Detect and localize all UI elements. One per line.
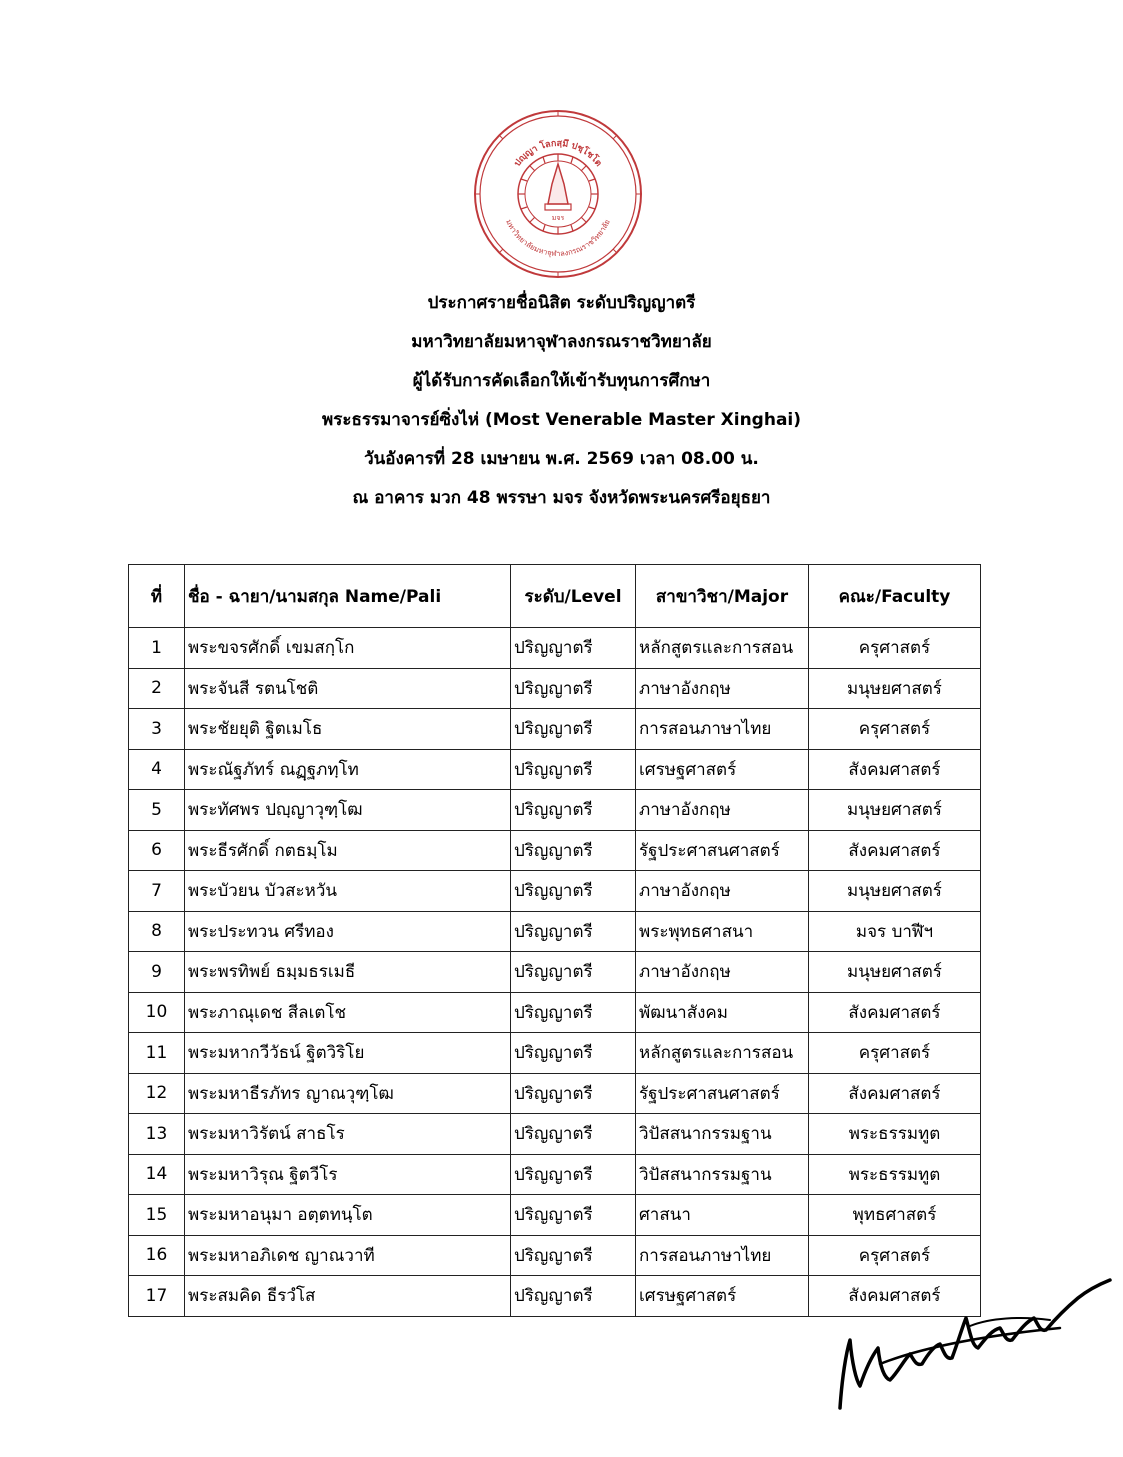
row-faculty-cell: มนุษยศาสตร์	[809, 952, 981, 993]
row-faculty-cell: มนุษยศาสตร์	[809, 790, 981, 831]
row-name-cell: พระมหาอนุมา อตฺตทนฺโต	[185, 1195, 511, 1236]
row-faculty-cell: มนุษยศาสตร์	[809, 871, 981, 912]
row-no-cell: 11	[129, 1033, 185, 1074]
row-level-cell: ปริญญาตรี	[511, 1154, 636, 1195]
row-name-cell: พระมหาอภิเดช ญาณวาที	[185, 1235, 511, 1276]
signature-scribble-icon	[820, 1268, 1120, 1418]
row-faculty-cell: มนุษยศาสตร์	[809, 668, 981, 709]
table-row	[129, 628, 981, 669]
row-level-cell: ปริญญาตรี	[511, 830, 636, 871]
row-no-cell: 4	[129, 749, 185, 790]
row-major-cell: รัฐประศาสนศาสตร์	[636, 1073, 809, 1114]
row-major-cell: วิปัสสนากรรมฐาน	[636, 1154, 809, 1195]
heading-line-sponsor: พระธรรมาจารย์ซิ่งไห่ (Most Venerable Master Xinghai)	[321, 410, 802, 430]
row-major-cell: การสอนภาษาไทย	[636, 709, 809, 750]
row-level-cell: ปริญญาตรี	[511, 1195, 636, 1236]
table-row	[129, 749, 981, 790]
seal-center-text: มจร	[551, 214, 565, 222]
table-row	[129, 1033, 981, 1074]
row-name-cell: พระมหาธีรภัทร ญาณวุฑฺโฒ	[185, 1073, 511, 1114]
row-major-cell: ศาสนา	[636, 1195, 809, 1236]
row-name-cell: พระทัศพร ปญฺญาวุฑฺโฒ	[185, 790, 511, 831]
table-body	[129, 628, 981, 1317]
seal-top-text: ปญฺญา โลกสฺมึ ปชฺโชโต	[512, 138, 604, 169]
student-roster-table	[128, 564, 981, 1317]
row-name-cell: พระมหากวีวัธน์ ฐิตวิริโย	[185, 1033, 511, 1074]
row-no-cell: 1	[129, 628, 185, 669]
heading-line-scholarship: ผู้ได้รับการคัดเลือกให้เข้ารับทุนการศึกษา	[412, 371, 711, 391]
row-level-cell: ปริญญาตรี	[511, 749, 636, 790]
row-faculty-cell: ครุศาสตร์	[809, 1235, 981, 1276]
row-name-cell: พระมหาวิรุณ ฐิตวีโร	[185, 1154, 511, 1195]
table-row	[129, 790, 981, 831]
row-no-cell: 10	[129, 992, 185, 1033]
row-major-cell: หลักสูตรและการสอน	[636, 1033, 809, 1074]
row-faculty-cell: พระธรรมทูต	[809, 1114, 981, 1155]
row-faculty-cell: ครุศาสตร์	[809, 628, 981, 669]
table-row	[129, 1154, 981, 1195]
row-name-cell: พระจันสี รตนโชติ	[185, 668, 511, 709]
row-level-cell: ปริญญาตรี	[511, 709, 636, 750]
row-faculty-cell: พุทธศาสตร์	[809, 1195, 981, 1236]
table-row	[129, 668, 981, 709]
row-no-cell: 8	[129, 911, 185, 952]
row-major-cell: การสอนภาษาไทย	[636, 1235, 809, 1276]
row-faculty-cell: สังคมศาสตร์	[809, 830, 981, 871]
row-name-cell: พระภาณุเดช สีลเตโช	[185, 992, 511, 1033]
row-major-cell: หลักสูตรและการสอน	[636, 628, 809, 669]
row-faculty-cell: สังคมศาสตร์	[809, 1073, 981, 1114]
row-no-cell: 6	[129, 830, 185, 871]
row-level-cell: ปริญญาตรี	[511, 668, 636, 709]
row-major-cell: รัฐประศาสนศาสตร์	[636, 830, 809, 871]
row-level-cell: ปริญญาตรี	[511, 1114, 636, 1155]
row-faculty-cell: สังคมศาสตร์	[809, 1276, 981, 1317]
row-name-cell: พระสมคิด ธีรวํโส	[185, 1276, 511, 1317]
row-faculty-cell: สังคมศาสตร์	[809, 749, 981, 790]
table-row	[129, 830, 981, 871]
row-no-cell: 7	[129, 871, 185, 912]
table-row	[129, 952, 981, 993]
row-major-cell: เศรษฐศาสตร์	[636, 749, 809, 790]
row-name-cell: พระพรทิพย์ ธมฺมธรเมธี	[185, 952, 511, 993]
svg-text:มหาวิทยาลัยมหาจุฬาลงกรณราชวิทย	[504, 218, 612, 258]
row-name-cell: พระมหาวิรัตน์ สาธโร	[185, 1114, 511, 1155]
table-row	[129, 1114, 981, 1155]
row-level-cell: ปริญญาตรี	[511, 790, 636, 831]
row-major-cell: วิปัสสนากรรมฐาน	[636, 1114, 809, 1155]
row-major-cell: ภาษาอังกฤษ	[636, 790, 809, 831]
table-row	[129, 871, 981, 912]
row-name-cell: พระชัยยุติ ฐิตเมโธ	[185, 709, 511, 750]
row-level-cell: ปริญญาตรี	[511, 1235, 636, 1276]
row-name-cell: พระประทวน ศรีทอง	[185, 911, 511, 952]
row-no-cell: 17	[129, 1276, 185, 1317]
row-faculty-cell: สังคมศาสตร์	[809, 992, 981, 1033]
row-level-cell: ปริญญาตรี	[511, 1033, 636, 1074]
seal-emblem-icon	[472, 108, 644, 280]
row-no-cell: 13	[129, 1114, 185, 1155]
table-row	[129, 1073, 981, 1114]
row-no-cell: 2	[129, 668, 185, 709]
row-name-cell: พระขจรศักดิ์ เขมสกฺโก	[185, 628, 511, 669]
table-row	[129, 1195, 981, 1236]
header-no: ที่	[129, 565, 185, 628]
row-level-cell: ปริญญาตรี	[511, 871, 636, 912]
header-faculty: คณะ/Faculty	[809, 565, 981, 628]
row-faculty-cell: ครุศาสตร์	[809, 709, 981, 750]
header-level: ระดับ/Level	[511, 565, 636, 628]
row-no-cell: 3	[129, 709, 185, 750]
row-name-cell: พระบัวยน บัวสะหวัน	[185, 871, 511, 912]
university-seal-logo	[472, 108, 644, 280]
row-name-cell: พระณัฐภัทร์ ณฏฺฐภทฺโท	[185, 749, 511, 790]
table-row	[129, 992, 981, 1033]
row-level-cell: ปริญญาตรี	[511, 992, 636, 1033]
row-level-cell: ปริญญาตรี	[511, 911, 636, 952]
row-no-cell: 15	[129, 1195, 185, 1236]
row-faculty-cell: มจร บาฬีฯ	[809, 911, 981, 952]
row-major-cell: ภาษาอังกฤษ	[636, 871, 809, 912]
announcement-heading	[0, 284, 1123, 518]
row-major-cell: เศรษฐศาสตร์	[636, 1276, 809, 1317]
row-major-cell: ภาษาอังกฤษ	[636, 668, 809, 709]
table-row	[129, 911, 981, 952]
row-level-cell: ปริญญาตรี	[511, 628, 636, 669]
row-major-cell: พัฒนาสังคม	[636, 992, 809, 1033]
row-no-cell: 16	[129, 1235, 185, 1276]
row-major-cell: พระพุทธศาสนา	[636, 911, 809, 952]
row-no-cell: 12	[129, 1073, 185, 1114]
header-name: ชื่อ - ฉายา/นามสกุล Name/Pali	[185, 565, 511, 628]
row-faculty-cell: พระธรรมทูต	[809, 1154, 981, 1195]
heading-line-venue: ณ อาคาร มวก 48 พรรษา มจร จังหวัดพระนครศรีอยุธยา	[352, 488, 771, 508]
row-no-cell: 5	[129, 790, 185, 831]
row-name-cell: พระธีรศักดิ์ กตธมฺโม	[185, 830, 511, 871]
header-major: สาขาวิชา/Major	[636, 565, 809, 628]
row-level-cell: ปริญญาตรี	[511, 1276, 636, 1317]
table-header-row	[129, 565, 981, 628]
row-level-cell: ปริญญาตรี	[511, 1073, 636, 1114]
heading-line-title: ประกาศรายชื่อนิสิต ระดับปริญญาตรี	[427, 293, 696, 313]
signature	[820, 1268, 1120, 1418]
table-row	[129, 709, 981, 750]
row-no-cell: 14	[129, 1154, 185, 1195]
row-major-cell: ภาษาอังกฤษ	[636, 952, 809, 993]
row-level-cell: ปริญญาตรี	[511, 952, 636, 993]
row-faculty-cell: ครุศาสตร์	[809, 1033, 981, 1074]
seal-bottom-text: มหาวิทยาลัยมหาจุฬาลงกรณราชวิทยาลัย	[504, 218, 612, 259]
heading-line-date: วันอังคารที่ 28 เมษายน พ.ศ. 2569 เวลา 08.00 น.	[364, 449, 759, 469]
heading-line-university: มหาวิทยาลัยมหาจุฬาลงกรณราชวิทยาลัย	[411, 332, 712, 352]
row-no-cell: 9	[129, 952, 185, 993]
